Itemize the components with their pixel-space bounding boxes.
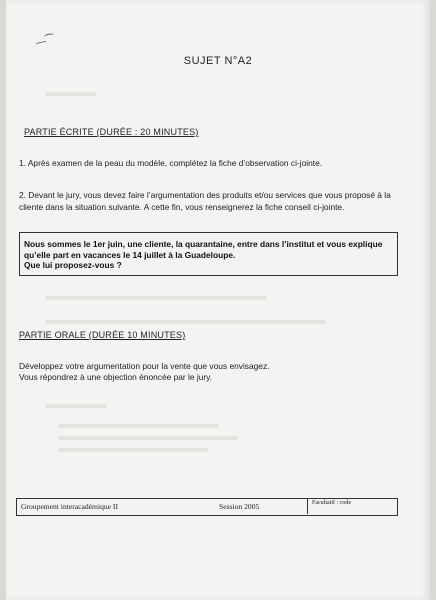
ecrite-heading: PARTIE ÉCRITE (DURÉE : 20 MINUTES): [24, 127, 199, 137]
show-through: [58, 436, 238, 440]
orale-heading: PARTIE ORALE (DURÉE 10 MINUTES): [19, 330, 186, 340]
footer-table: [16, 498, 398, 516]
ecrite-item-2: 2. Devant le jury, vous devez faire l’argumentation des produits et/ou services que vous proposé à la cliente dans la situation suivante. A cette fin, vous renseignerez la fiche conseil ci-jointe.: [19, 190, 391, 212]
show-through: [46, 404, 106, 408]
footer-group: Groupement interacadémique II: [21, 502, 118, 511]
ecrite-item-1: 1. Après examen de la peau du modèle, complétez la fiche d’observation ci-jointe.: [19, 158, 323, 168]
scenario-box: [19, 232, 398, 276]
orale-line-1: Développez votre argumentation pour la vente que vous envisagez.: [19, 361, 270, 371]
footer-session: Session 2005: [219, 502, 260, 511]
handwritten-mark: —⁀: [35, 34, 55, 49]
show-through: [46, 296, 266, 300]
scenario-text: Nous sommes le 1er juin, une cliente, la quarantaine, entre dans l’institut et vous explique qu’elle part en vacances le 14 juillet à la Guadeloupe.: [24, 239, 383, 260]
show-through: [58, 448, 208, 452]
show-through: [46, 92, 96, 96]
orale-line-2: Vous répondrez à une objection énoncée par le jury.: [19, 372, 213, 382]
page-title: SUJET N°A2: [183, 55, 253, 67]
scenario-question: Que lui proposez-vous ?: [24, 260, 122, 270]
show-through: [58, 424, 218, 428]
show-through: [46, 320, 326, 324]
footer-code: Facultatif : code: [307, 498, 351, 514]
